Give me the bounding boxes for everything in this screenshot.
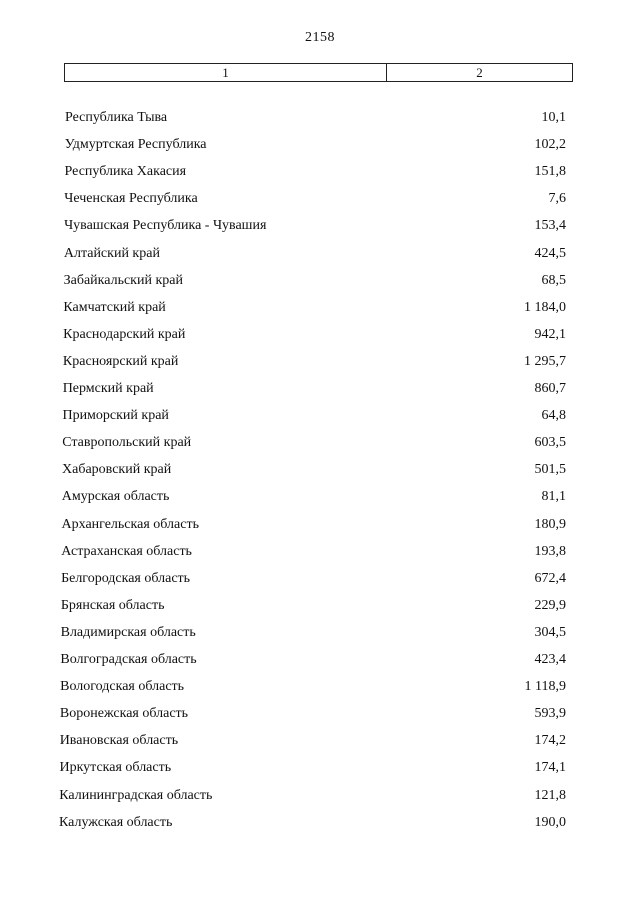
region-value: 7,6 xyxy=(548,191,566,206)
region-value: 424,5 xyxy=(534,246,566,261)
table-row xyxy=(0,298,640,318)
table-header xyxy=(64,63,573,82)
region-name: Воронежская область xyxy=(59,706,189,721)
region-value: 102,2 xyxy=(534,137,566,152)
table-row xyxy=(0,162,640,182)
region-name: Ставропольский край xyxy=(62,435,192,450)
region-name: Белгородская область xyxy=(61,571,191,586)
table-row xyxy=(0,786,640,806)
region-value: 193,8 xyxy=(534,544,566,559)
region-name: Хабаровский край xyxy=(62,462,172,477)
region-name: Приморский край xyxy=(62,408,169,423)
table-row xyxy=(0,487,640,507)
region-name: Вологодская область xyxy=(60,679,185,694)
region-value: 860,7 xyxy=(534,381,566,396)
region-name: Республика Тыва xyxy=(65,110,168,125)
table-row xyxy=(0,135,640,155)
table-row xyxy=(0,650,640,670)
table-row xyxy=(0,704,640,724)
region-value: 81,1 xyxy=(541,489,566,504)
region-name: Краснодарский край xyxy=(63,327,186,342)
table-row xyxy=(0,569,640,589)
column-2-header: 2 xyxy=(476,64,483,80)
region-value: 593,9 xyxy=(534,706,566,721)
table-row xyxy=(0,433,640,453)
region-name: Калужская область xyxy=(59,815,173,830)
region-name: Алтайский край xyxy=(63,246,160,261)
table-row xyxy=(0,623,640,643)
table-row xyxy=(0,813,640,833)
region-value: 1 295,7 xyxy=(524,354,566,369)
region-value: 603,5 xyxy=(534,435,566,450)
region-value: 1 118,9 xyxy=(524,679,566,694)
region-value: 304,5 xyxy=(534,625,566,640)
table-row xyxy=(0,271,640,291)
region-name: Пермский край xyxy=(62,381,154,396)
table-row xyxy=(0,542,640,562)
table-row xyxy=(0,352,640,372)
region-value: 1 184,0 xyxy=(524,300,566,315)
region-name: Республика Хакасия xyxy=(64,164,187,179)
region-value: 68,5 xyxy=(541,273,566,288)
region-name: Забайкальский край xyxy=(63,273,183,288)
region-name: Красноярский край xyxy=(62,354,179,369)
region-name: Иркутская область xyxy=(59,760,172,775)
region-name: Владимирская область xyxy=(60,625,196,640)
region-name: Амурская область xyxy=(61,489,170,504)
table-row xyxy=(0,758,640,778)
region-name: Калининградская область xyxy=(59,788,213,803)
table-row xyxy=(0,515,640,535)
region-value: 174,2 xyxy=(534,733,566,748)
column-1-header: 1 xyxy=(65,64,387,81)
region-value: 151,8 xyxy=(534,164,566,179)
region-value: 64,8 xyxy=(541,408,566,423)
region-value: 190,0 xyxy=(534,815,566,830)
region-value: 672,4 xyxy=(534,571,566,586)
region-name: Ивановская область xyxy=(59,733,179,748)
table-row xyxy=(0,379,640,399)
table-row xyxy=(0,108,640,128)
region-value: 10,1 xyxy=(541,110,566,125)
region-name: Волгоградская область xyxy=(60,652,197,667)
region-value: 942,1 xyxy=(534,327,566,342)
region-value: 229,9 xyxy=(534,598,566,613)
region-name: Камчатский край xyxy=(63,300,166,315)
region-name: Чувашская Республика - Чувашия xyxy=(64,218,267,233)
table-row xyxy=(0,244,640,264)
region-value: 174,1 xyxy=(534,760,566,775)
region-value: 180,9 xyxy=(534,517,566,532)
table-row xyxy=(0,460,640,480)
table-row xyxy=(0,677,640,697)
region-name: Архангельская область xyxy=(61,517,199,532)
page-number: 2158 xyxy=(305,30,335,45)
table-row xyxy=(0,216,640,236)
table-row xyxy=(0,189,640,209)
table-row xyxy=(0,325,640,345)
table-row xyxy=(0,596,640,616)
region-name: Брянская область xyxy=(60,598,165,613)
region-name: Астраханская область xyxy=(61,544,192,559)
region-value: 121,8 xyxy=(534,788,566,803)
table-row xyxy=(0,406,640,426)
region-value: 423,4 xyxy=(534,652,566,667)
region-value: 501,5 xyxy=(534,462,566,477)
region-name: Удмуртская Республика xyxy=(64,137,207,152)
table-row xyxy=(0,731,640,751)
region-value: 153,4 xyxy=(534,218,566,233)
region-name: Чеченская Республика xyxy=(64,191,198,206)
